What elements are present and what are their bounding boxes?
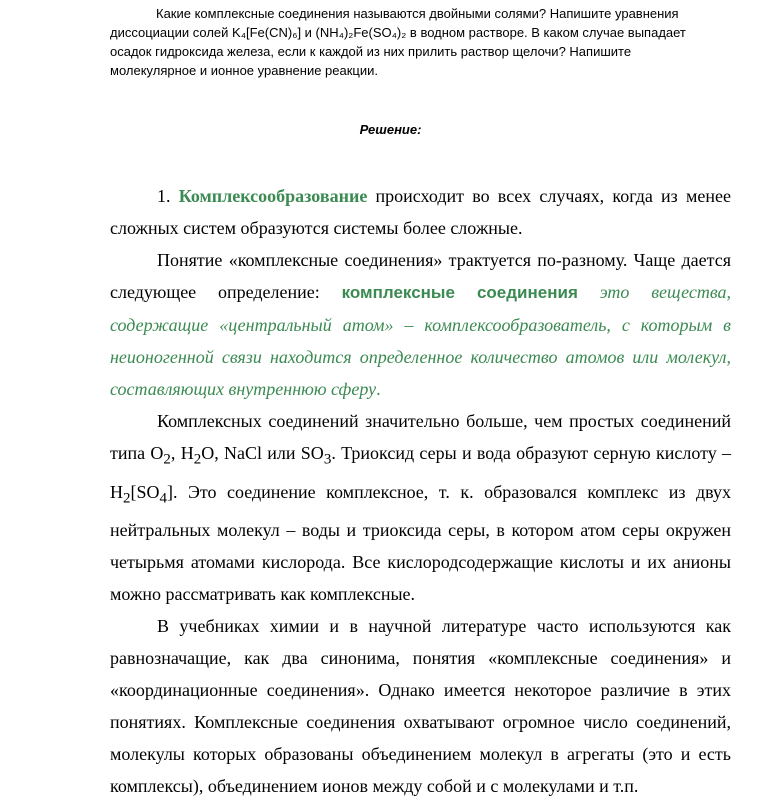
paragraph-4: В учебниках химии и в научной литературе часто используются как равнозначащие, как два синонима, понятия «комплексные соединения» и «координационные соединения». Однако имеется некоторое различие в этих понятиях. Комплексные соединения охватывают огромное число соединений, молекулы которых образованы объединением молекул в агрегаты (это и есть комплексы), объединением ионов между собой и с молекулами и т.п.: [110, 616, 731, 797]
task-statement: Какие комплексные соединения называются двойными солями? Напишите уравнения диссоциации солей K₄[Fe(CN)₆] и (NH₄)₂Fe(SO₄)₂ в водном растворе. В каком случае выпадает осадок гидроксида железа, если к каждой из них прилить раствор щелочи? Напишите молекулярное и ионное уравнение реакции.: [110, 6, 686, 78]
task-text: [110, 4, 710, 80]
subscript: 2: [193, 451, 202, 468]
p3-text-5: [SO: [130, 481, 160, 502]
p3-text-1: Комплексных соединений значительно больше, чем простых соединений типа O: [110, 411, 731, 463]
p3-text-3: O, NaCl или SO: [201, 443, 324, 463]
subscript: 2: [123, 490, 131, 507]
p3-text-6: ]. Это соединение комплексное, т. к. образовался комплекс из двух нейтральных молекул – воды и триоксида серы, в котором атом серы окружен четырьмя атомами кислорода. Все кислородсодержащие кислоты и их анионы можно рассматривать как комплексные.: [110, 481, 731, 605]
subscript: 3: [323, 451, 332, 468]
solution-body: [110, 180, 731, 802]
p3-text-2: , H: [170, 443, 194, 463]
term-complexation: Комплексообразование: [178, 186, 368, 206]
paragraph-3: [110, 405, 731, 610]
subscript: 2: [163, 451, 171, 468]
paragraph-2: [110, 244, 731, 405]
definition-text: это вещества, содержащие «центральный атом» – комплексообразователь, с которым в неионогенной связи находится определенное количество атомов или молекул, составляющих внутреннюю сферу: [110, 282, 732, 399]
p3-text-4: . Триоксид серы и вода образуют серную кислоту – H: [110, 443, 731, 502]
paragraph-1: [110, 180, 731, 244]
paragraph-number: 1.: [157, 186, 179, 206]
paragraph-1-text: происходит во всех случаях, когда из менее сложных систем образуются системы более сложные.: [110, 186, 731, 238]
term-complex-compounds: комплексные соединения: [341, 283, 578, 302]
paragraph-2-lead: Понятие «комплексные соединения» трактуется по-разному. Чаще дается следующее определение:: [110, 250, 731, 302]
subscript: 4: [159, 490, 168, 507]
definition-end: .: [376, 379, 381, 399]
solution-heading: Решение:: [359, 122, 422, 137]
